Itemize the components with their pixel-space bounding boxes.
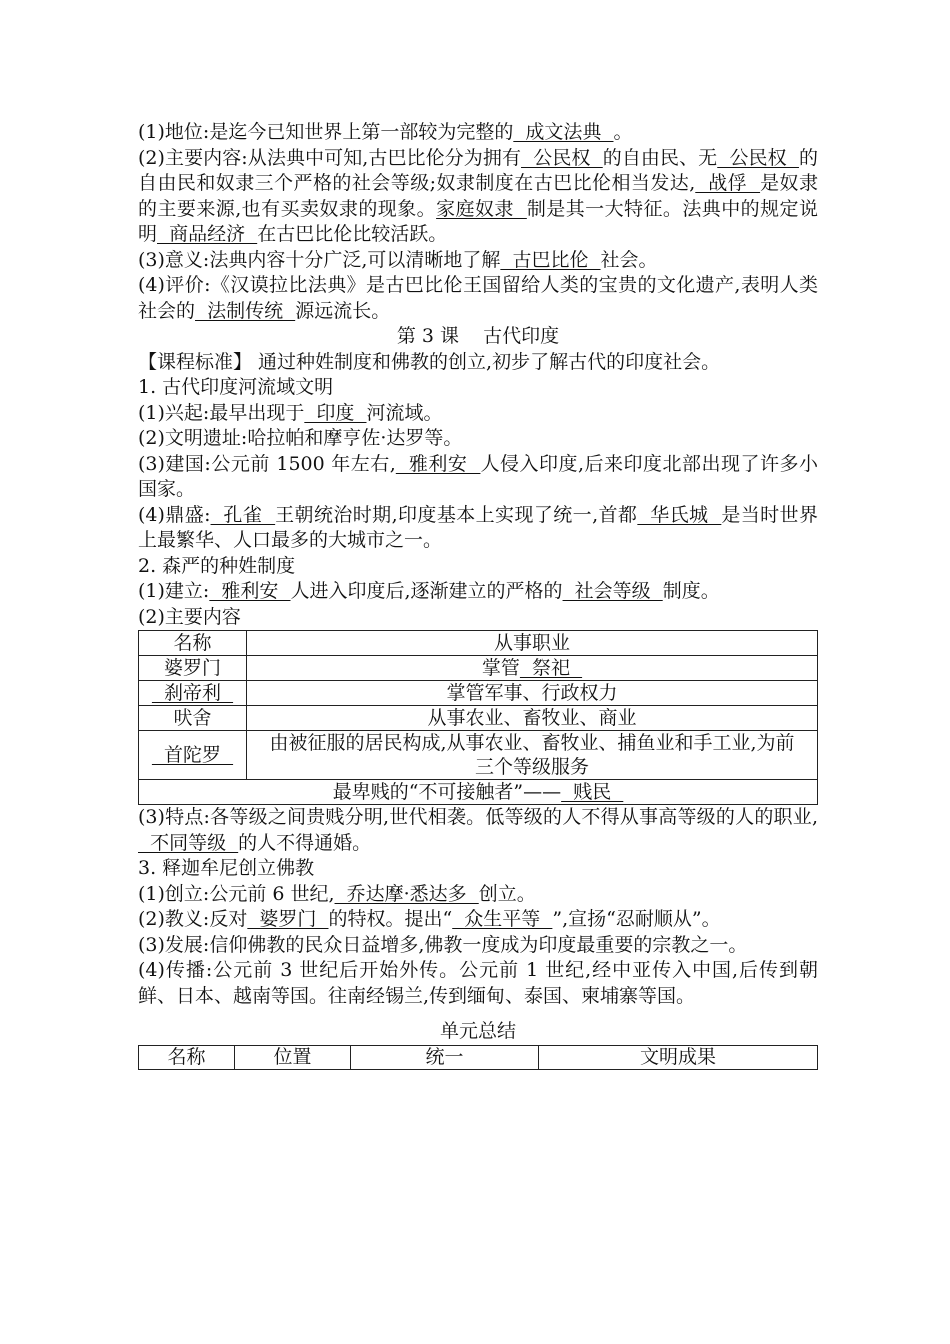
blank-answer: 古巴比伦	[500, 248, 601, 271]
course-standard-label: 【课程标准】	[138, 350, 253, 373]
section-2-title: 2. 森严的种姓制度	[138, 554, 296, 577]
s1-line-3: (3)意义:法典内容十分广泛,可以清晰地了解 古巴比伦 社会。	[138, 248, 658, 271]
sec2-item-3: (3)特点:各等级之间贵贱分明,世代相袭。低等级的人不得从事高等级的人的职业, 不同等级 的人不得通婚。	[138, 806, 818, 854]
table-row	[139, 780, 818, 805]
table-cell: 从事农业、畜牧业、商业	[247, 706, 818, 731]
table-header-cell: 名称	[139, 631, 247, 656]
table-cell	[139, 681, 247, 706]
blank-answer: 婆罗门	[247, 908, 329, 930]
table-header-cell: 从事职业	[247, 631, 818, 656]
blank-answer: 公民权	[717, 146, 799, 169]
blank-answer: 众生平等	[452, 908, 553, 930]
course-standard: 【课程标准】 通过种姓制度和佛教的创立,初步了解古代的印度社会。	[138, 350, 721, 373]
sec3-item-3: (3)发展:信仰佛教的民众日益增多,佛教一度成为印度最重要的宗教之一。	[138, 933, 748, 956]
table-header-cell: 文明成果	[539, 1045, 818, 1069]
s1-line-4: (4)评价:《汉谟拉比法典》是古巴比伦王国留给人类的宝贵的文化遗产,表明人类社会的 法制传统 源远流长。	[138, 274, 818, 322]
section-3-title: 3. 释迦牟尼创立佛教	[138, 857, 315, 879]
blank-answer: 华氏城	[637, 503, 722, 526]
blank-answer: 贱民	[561, 781, 624, 803]
table-header-row	[139, 1045, 818, 1069]
table-header-cell: 位置	[235, 1045, 351, 1069]
sec1-item-2: (2)文明遗址:哈拉帕和摩亨佐·达罗等。	[138, 427, 463, 449]
document-page	[138, 120, 818, 1070]
lesson-title: 第 3 课 古代印度	[396, 325, 560, 347]
summary-table	[138, 1045, 818, 1070]
blank-answer: 战俘	[695, 172, 761, 194]
sec2-item-1: (1)建立: 雅利安 人进入印度后,逐渐建立的严格的 社会等级 制度。	[138, 580, 720, 602]
table-cell: 掌管 祭祀	[247, 656, 818, 681]
blank-answer: 孔雀	[210, 503, 276, 526]
blank-answer: 公民权	[521, 146, 603, 169]
sec1-item-1: (1)兴起:最早出现于 印度 河流域。	[138, 401, 443, 424]
sec1-item-4: (4)鼎盛: 孔雀 王朝统治时期,印度基本上实现了统一,首都 华氏城 是当时世界上最繁华、人口最多的大城市之一。	[138, 503, 818, 551]
table-row	[139, 681, 818, 706]
blank-answer: 祭祀	[519, 657, 583, 679]
table-cell	[139, 731, 247, 780]
table-header-row	[139, 631, 818, 656]
caste-table	[138, 630, 818, 805]
blank-answer: 法制传统	[195, 299, 296, 322]
table-cell: 最卑贱的“不可接触者”—— 贱民	[139, 780, 818, 805]
table-row	[139, 656, 818, 681]
table-cell: 吠舍	[139, 706, 247, 731]
blank-answer: 雅利安	[209, 580, 291, 602]
table-cell: 由被征服的居民构成,从事农业、畜牧业、捕鱼业和手工业,为前三个等级服务	[247, 731, 818, 780]
sec2-item-2: (2)主要内容	[138, 605, 241, 628]
blank-answer: 雅利安	[395, 452, 481, 475]
table-header-cell: 名称	[139, 1045, 235, 1069]
blank-answer: 乔达摩·悉达多	[334, 882, 479, 905]
summary-title: 单元总结	[439, 1020, 516, 1042]
blank-answer: 商品经济	[157, 223, 258, 245]
table-cell: 婆罗门	[139, 656, 247, 681]
blank-answer: 刹帝利	[151, 682, 234, 704]
table-cell: 掌管军事、行政权力	[247, 681, 818, 706]
table-header-cell: 统一	[351, 1045, 539, 1069]
section-1-title: 1. 古代印度河流域文明	[138, 376, 334, 398]
blank-answer: 成文法典	[513, 121, 614, 143]
blank-answer: 家庭奴隶	[436, 197, 527, 220]
blank-answer: 首陀罗	[151, 744, 234, 766]
table-row	[139, 706, 818, 731]
blank-answer: 不同等级	[138, 831, 239, 854]
sec1-item-3: (3)建国:公元前 1500 年左右, 雅利安 人侵入印度,后来印度北部出现了许多小国家。	[138, 452, 818, 500]
blank-answer: 印度	[304, 401, 367, 424]
sec3-item-1: (1)创立:公元前 6 世纪, 乔达摩·悉达多 创立。	[138, 882, 536, 905]
s1-line-1: (1)地位:是迄今已知世界上第一部较为完整的 成文法典 。	[138, 121, 633, 143]
sec3-item-2: (2)教义:反对 婆罗门 的特权。提出“ 众生平等 ”,宣扬“忍耐顺从”。	[138, 908, 721, 930]
sec3-item-4: (4)传播:公元前 3 世纪后开始外传。公元前 1 世纪,经中亚传入中国,后传到朝鲜、日本、越南等国。往南经锡兰,传到缅甸、泰国、柬埔寨等国。	[138, 959, 818, 1007]
s1-line-2: (2)主要内容:从法典中可知,古巴比伦分为拥有 公民权 的自由民、无 公民权 的自由民和奴隶三个严格的社会等级;奴隶制度在古巴比伦相当发达, 战俘 是奴隶的主要来源,也有买卖奴隶的现象。家庭奴隶 制是其一大特征。法典中的规定说明 商品经济 在古巴比伦比较活跃。	[138, 146, 818, 245]
table-row	[139, 731, 818, 780]
blank-answer: 社会等级	[562, 580, 663, 602]
